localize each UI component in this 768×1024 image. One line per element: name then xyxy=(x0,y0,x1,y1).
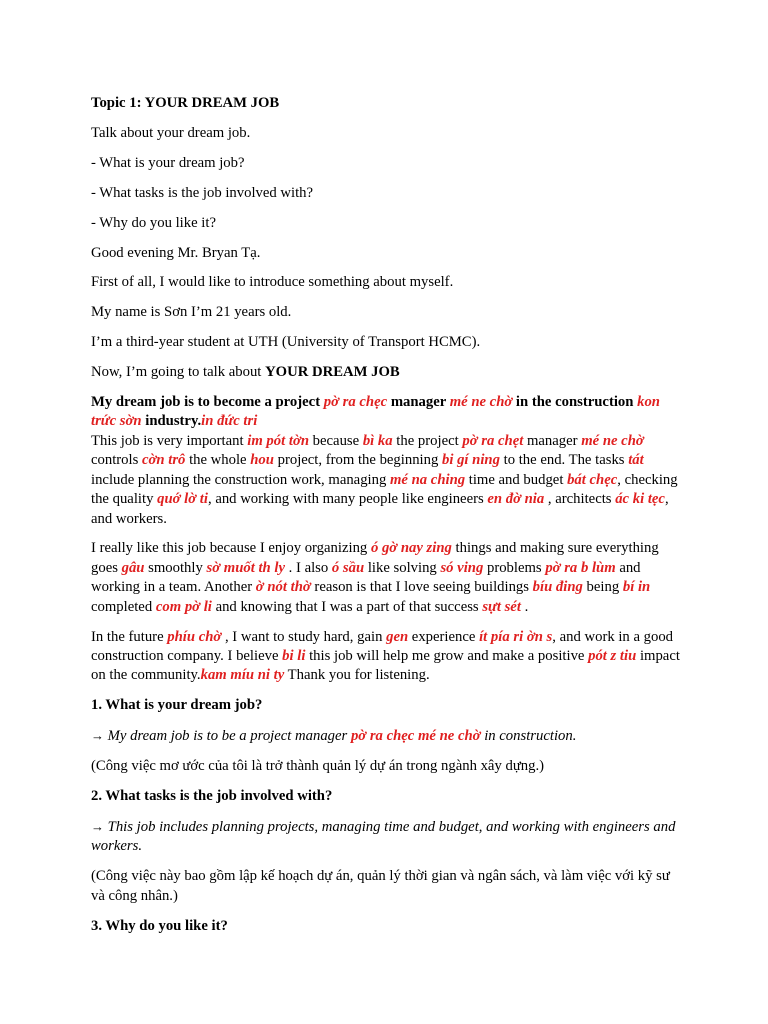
pronunciation-note: bi li xyxy=(282,647,306,664)
text-run: reason is that I love seeing buildings xyxy=(310,579,533,596)
text-run: manager xyxy=(523,432,582,449)
arrow-icon: → xyxy=(91,728,104,744)
pronunciation-note: ác ki tẹc xyxy=(615,491,665,508)
text-run: time and budget xyxy=(465,471,568,488)
text-run: impact on the community. xyxy=(91,647,680,684)
reasons-paragraph xyxy=(91,539,681,617)
pronunciation-note: mé ne chờ xyxy=(581,432,644,449)
text-run: in the construction xyxy=(512,394,638,411)
document-page xyxy=(91,94,681,946)
text-run: Thank you for listening. xyxy=(284,667,430,684)
text-run: , architects xyxy=(544,491,616,508)
pronunciation-note: kam míu ni ty xyxy=(200,667,285,684)
translation-line: (Công việc mơ ước của tôi là trở thành quản lý dự án trong ngành xây dựng.) xyxy=(91,758,545,775)
pronunciation-note: ờ nót thờ xyxy=(255,579,311,596)
pronunciation-note: in đức tri xyxy=(201,413,258,430)
topic-lead: Now, I’m going to talk about xyxy=(91,364,266,381)
text-run: smoothly xyxy=(144,559,207,576)
prompt-intro: Talk about your dream job. xyxy=(91,124,251,141)
pronunciation-note: tát xyxy=(628,452,644,469)
text-run: , and work in a good construction company. I believe xyxy=(91,628,674,664)
question-heading: 2. What tasks is the job involved with? xyxy=(91,787,333,804)
text-run: In the future xyxy=(91,628,168,645)
pronunciation-note: bát chẹc xyxy=(567,471,618,488)
text-run: things and making sure everything goes xyxy=(91,540,659,576)
text-run: the project xyxy=(392,432,463,449)
future-paragraph xyxy=(91,628,681,686)
pronunciation-note: bì ka xyxy=(362,432,393,449)
text-run: and knowing that I was a part of that success xyxy=(211,598,483,615)
text-run: My dream job is to become a project xyxy=(91,394,324,411)
pronunciation-note: phíu chờ xyxy=(167,628,222,645)
prompt-question: - What is your dream job? xyxy=(91,154,245,171)
text-run: I really like this job because I enjoy organizing xyxy=(91,540,371,557)
pronunciation-note: pờ ra chẹc xyxy=(323,394,388,411)
pronunciation-note: ít pía ri ờn s xyxy=(479,628,553,645)
text-run: project, from the beginning xyxy=(273,452,442,469)
topic-sentence xyxy=(91,363,681,382)
pronunciation-note: mé na ching xyxy=(390,471,466,488)
pronunciation-note: ó sầu xyxy=(331,559,365,576)
topic-emphasis: YOUR DREAM JOB xyxy=(265,364,400,381)
pronunciation-note: bi gí ning xyxy=(441,452,500,469)
question-heading: 3. Why do you like it? xyxy=(91,917,228,934)
text-run: , and workers. xyxy=(91,491,669,527)
pronunciation-note: pót z tiu xyxy=(588,647,637,664)
dream-job-paragraph xyxy=(91,393,681,432)
pronunciation-note: com pờ li xyxy=(155,598,212,615)
text-run: , checking the quality xyxy=(91,471,678,508)
intro-sentence: First of all, I would like to introduce something about myself. xyxy=(91,274,454,291)
job-description-paragraph xyxy=(91,432,681,529)
question-heading: 1. What is your dream job? xyxy=(91,697,263,714)
text-run: , and working with many people like engineers xyxy=(207,491,488,508)
text-run: being xyxy=(582,579,623,596)
student-sentence: I’m a third-year student at UTH (University of Transport HCMC). xyxy=(91,334,481,351)
prompt-question: - Why do you like it? xyxy=(91,214,216,231)
text-run: manager xyxy=(387,394,450,411)
text-run: in construction. xyxy=(480,728,577,745)
pronunciation-note: bí in xyxy=(622,579,651,596)
greeting: Good evening Mr. Bryan Tạ. xyxy=(91,244,261,261)
pronunciation-note: kon trức sờn xyxy=(91,394,660,430)
pronunciation-note: pờ ra b lùm xyxy=(545,559,616,576)
text-run: to the end. The tasks xyxy=(499,452,629,469)
text-run: include planning the construction work, managing xyxy=(91,471,390,488)
pronunciation-note: bíu đing xyxy=(532,579,583,596)
text-run: . I also xyxy=(284,559,332,576)
text-run: controls xyxy=(91,452,142,469)
arrow-icon: → xyxy=(91,818,104,834)
page-title: Topic 1: YOUR DREAM JOB xyxy=(91,95,280,111)
text-run: completed xyxy=(91,598,156,615)
pronunciation-note: gen xyxy=(386,628,409,645)
text-run: problems xyxy=(483,559,546,576)
text-run: This job is very important xyxy=(91,432,248,449)
text-run: experience xyxy=(408,628,480,645)
pronunciation-note: sờ muốt th ly xyxy=(206,559,285,576)
pronunciation-note: pờ ra chẹt xyxy=(462,432,524,449)
pronunciation-note: quớ lờ ti xyxy=(157,491,208,508)
pronunciation-note: ó gờ nay zing xyxy=(370,540,452,557)
pronunciation-note: pờ ra chẹc mé ne chờ xyxy=(350,728,481,745)
name-sentence: My name is Sơn I’m 21 years old. xyxy=(91,304,292,321)
pronunciation-note: gâu xyxy=(121,559,145,576)
text-run: like solving xyxy=(364,559,441,576)
pronunciation-note: sựt sét xyxy=(482,598,521,615)
text-run: My dream job is to be a project manager xyxy=(107,728,351,745)
text-run: This job includes planning projects, managing time and budget, and working with engineers and workers. xyxy=(91,818,676,855)
text-run: , I want to study hard, gain xyxy=(221,628,387,645)
text-run: and working in a team. Another xyxy=(91,559,641,596)
text-run: the whole xyxy=(185,452,251,469)
translation-line: (Công việc này bao gồm lập kế hoạch dự án, quản lý thời gian và ngân sách, và làm việc với kỹ sư và công nhân.) xyxy=(91,868,670,904)
pronunciation-note: hou xyxy=(250,452,274,469)
answer-text xyxy=(91,819,675,854)
pronunciation-note: mé ne chờ xyxy=(449,394,513,411)
text-run: industry. xyxy=(141,413,202,430)
prompt-question: - What tasks is the job involved with? xyxy=(91,184,314,201)
answer-line xyxy=(91,817,681,857)
answer-line xyxy=(91,726,681,746)
pronunciation-note: en đờ nia xyxy=(487,491,545,508)
pronunciation-note: só ving xyxy=(440,559,484,576)
text-run: because xyxy=(309,432,363,449)
pronunciation-note: cờn trô xyxy=(142,452,186,469)
answer-text xyxy=(108,728,577,744)
text-run: this job will help me grow and make a positive xyxy=(305,647,589,664)
pronunciation-note: im pót tờn xyxy=(247,432,309,449)
text-run: . xyxy=(520,598,529,615)
